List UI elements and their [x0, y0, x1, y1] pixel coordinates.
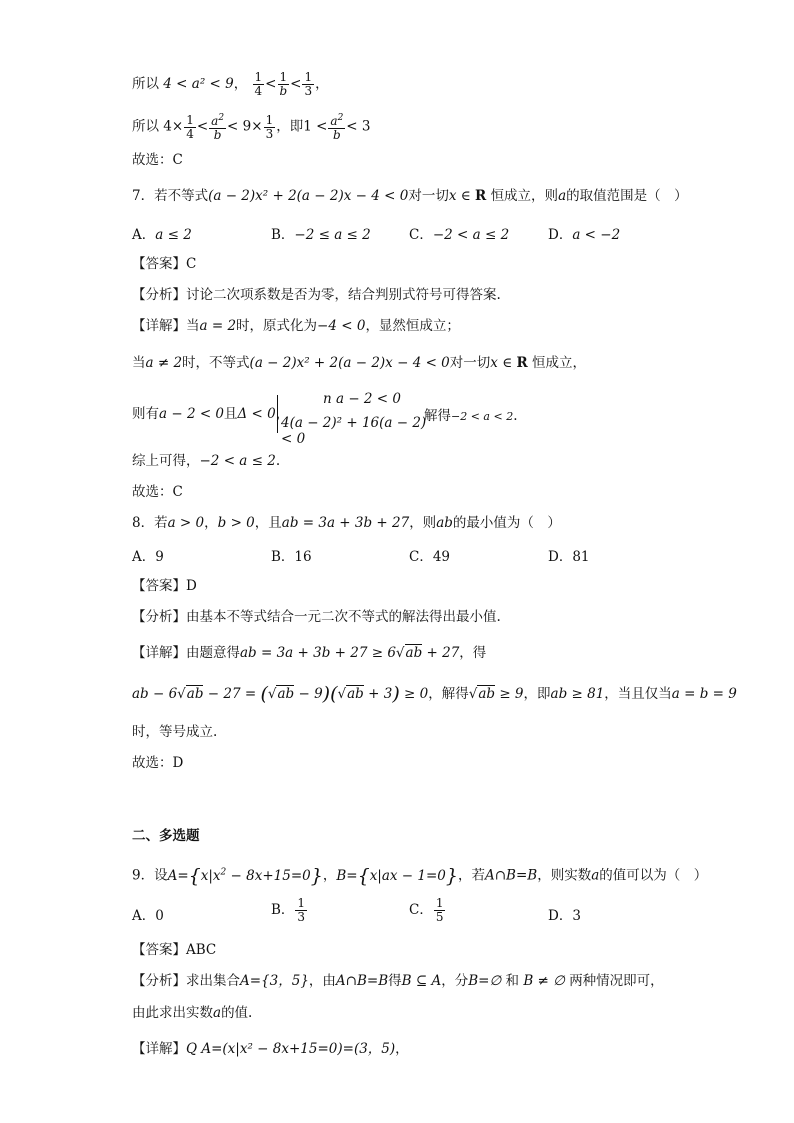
tag: 【答案】	[132, 942, 186, 958]
text: B．	[271, 902, 295, 918]
q8-option-a: A．9	[132, 549, 164, 565]
math: b > 0	[217, 515, 255, 531]
text: ，分	[441, 973, 469, 989]
math: Δ < 0	[237, 406, 276, 422]
tag: 【分析】	[132, 609, 186, 625]
math: a − 2 < 0	[159, 406, 225, 422]
text: 解得	[424, 408, 451, 424]
math: a < −2	[572, 227, 621, 243]
q7-detail-1	[132, 316, 460, 336]
math: B ⊆ A	[401, 973, 442, 989]
line-1: 所以 4 < a² < 9， $\frac{1}{4}$ < $\frac{1}{b}$ < $\frac{1}{3}$ ，	[132, 70, 329, 98]
math: a > 0	[167, 515, 205, 531]
text: 恒成立，	[532, 355, 587, 371]
q7-detail-3	[132, 404, 289, 424]
text: ，	[315, 76, 329, 92]
text: 和	[505, 973, 520, 989]
text: ，即	[276, 118, 304, 135]
q8-detail-2: ab − 6√ab − 27 = (√ab − 9)(√ab + 3) ≥ 0，解得√ab ≥ 9，即ab ≥ 81，当且仅当a = b = 9	[132, 683, 737, 705]
q7-option-c	[409, 223, 509, 243]
text: 两种情况即可，	[569, 973, 664, 989]
tag: 【分析】	[132, 287, 186, 303]
math: a = b = 9	[671, 686, 737, 702]
q7-detail-4	[132, 451, 280, 471]
text: C．	[409, 902, 433, 918]
q9-option-d: D．3	[548, 908, 581, 924]
text: C	[186, 256, 197, 272]
q7-analysis	[132, 285, 501, 305]
text: 所以	[132, 76, 159, 92]
q7-option-d	[548, 223, 620, 243]
q7-detail-3-solution	[424, 404, 518, 424]
q8-option-b: B．16	[271, 549, 312, 565]
text: 综上可得，	[132, 453, 200, 469]
q8-detail-1: 【详解】由题意得ab = 3a + 3b + 27 ≥ 6√ab + 27，得	[132, 645, 487, 661]
text: 8．若	[132, 515, 168, 531]
text: 由题意得	[186, 645, 240, 661]
fraction: $\frac{1}{3}$	[265, 112, 274, 141]
system-row-1: n a − 2 < 0	[323, 391, 402, 407]
q9-answer	[132, 940, 216, 960]
q9-detail-1	[132, 1039, 409, 1059]
fraction: $\frac{1}{3}$	[304, 70, 313, 98]
q8-answer	[132, 576, 197, 596]
text: 所以	[132, 118, 159, 135]
fraction: $\frac{1}{b}$	[279, 70, 288, 98]
text: C．	[409, 227, 433, 243]
text: 恒成立，则	[490, 188, 559, 204]
line-2: 所以 4× $\frac{1}{4}$ < $\frac{a^2}{b}$ < 9× $\frac{1}{3}$ ，即1 < $\frac{a^2}{b}$ < 3	[132, 112, 371, 142]
tag: 【答案】	[132, 578, 186, 594]
q7-answer	[132, 254, 196, 274]
math: a = 2	[199, 318, 237, 334]
q7-detail-2: 当a ≠ 2时，不等式(a − 2)x² + 2(a − 2)x − 4 < 0对一切x ∈ R 恒成立，	[132, 355, 587, 371]
math: a ≤ 2	[155, 227, 192, 243]
text: ，显然恒成立；	[365, 318, 460, 334]
q9-option-b: B． $\frac{1}{3}$	[271, 896, 306, 924]
text: 的值.	[221, 1005, 253, 1021]
fraction: $\frac{a^2}{b}$	[330, 113, 344, 142]
math: (a − 2)x² + 2(a − 2)x − 4 < 0	[249, 355, 450, 371]
math: Q A=(x|x² − 8x+15=0)=(3，5)	[186, 1041, 396, 1057]
text: ，即	[523, 686, 551, 702]
math: (a − 2)x² + 2(a − 2)x − 4 < 0	[208, 188, 409, 204]
q9-analysis-2: 由此求出实数a的值.	[132, 1005, 253, 1021]
text: 的值可以为（ ）	[599, 867, 708, 884]
text: .	[513, 408, 518, 424]
math: A∩B=B	[335, 973, 389, 989]
q9-stem: 9．设$A=\{x|x^2 - 8x+15=0\}$，B={x|ax − 1=0}，若A∩B=B，则实数a的值可以为（ ）	[132, 864, 708, 887]
text: 求出集合	[186, 973, 240, 989]
text: 当	[132, 355, 146, 371]
text: ，则实数	[537, 867, 592, 884]
text: ，	[395, 1041, 409, 1057]
text: 时，原式化为	[236, 318, 318, 334]
text: 对一切	[449, 355, 491, 371]
q8-option-c: C．49	[409, 549, 451, 565]
text: D	[186, 578, 197, 594]
q8-analysis	[132, 607, 501, 627]
math: ab ≥ 81	[550, 686, 605, 702]
text: 当	[186, 318, 200, 334]
math: a ≠ 2	[145, 355, 183, 371]
math: −4 < 0	[317, 318, 366, 334]
section-heading: 二、多选题	[132, 828, 200, 844]
q7-option-b	[271, 223, 371, 243]
text: 由此求出实数	[132, 1005, 213, 1021]
answer-line: 故选：D	[132, 755, 184, 771]
math: −2 < a < 2	[451, 410, 514, 423]
fraction: $\frac{1}{4}$	[254, 70, 263, 98]
q9-option-c: C． $\frac{1}{5}$	[409, 896, 444, 924]
text: ，得	[459, 645, 487, 661]
text: ，则	[409, 515, 437, 531]
text: ABC	[186, 942, 217, 958]
math: ab	[436, 515, 453, 531]
text: ，解得	[428, 686, 469, 702]
system-row-2: 4(a − 2)² + 16(a − 2) < 0	[281, 415, 427, 447]
tag: 【详解】	[132, 645, 186, 661]
math: −2 ≤ a ≤ 2	[294, 227, 371, 243]
text: ，	[233, 76, 248, 92]
text: 对一切	[408, 188, 449, 204]
text: 的最小值为（ ）	[452, 515, 561, 531]
text: ，若	[458, 867, 485, 884]
tag: 【详解】	[132, 318, 186, 334]
math: ab = 3a + 3b + 27	[281, 515, 410, 531]
tag: 【详解】	[132, 1041, 186, 1057]
math: A={3，5}	[240, 973, 309, 989]
text: ，	[275, 406, 290, 422]
math: A∩B=B	[485, 867, 538, 884]
text: D．	[548, 227, 573, 243]
text: 由基本不等式结合一元二次不等式的解法得出最小值.	[186, 609, 501, 625]
equation-system	[277, 391, 427, 447]
tag: 【答案】	[132, 256, 186, 272]
math: B ≠ ∅	[523, 973, 565, 989]
text: 得	[388, 973, 402, 989]
q7-option-a	[132, 223, 192, 243]
q9-analysis-1	[132, 971, 664, 991]
fraction: $\frac{1}{4}$	[186, 112, 194, 141]
text: 且	[224, 406, 238, 422]
text: ，由	[308, 973, 336, 989]
text: 则有	[132, 406, 159, 422]
text: 9．设	[132, 867, 168, 884]
tag: 【分析】	[132, 973, 186, 989]
q9-option-a: A．0	[132, 908, 164, 924]
math: −2 < a ≤ 2	[432, 227, 510, 243]
text: 的取值范围是（ ）	[566, 188, 688, 204]
text: 7．若不等式	[132, 188, 209, 204]
math: B=∅	[468, 973, 502, 989]
text: ，且	[254, 515, 282, 531]
q8-detail-3: 时，等号成立.	[132, 724, 218, 740]
text: .	[275, 453, 281, 469]
text: A．	[132, 227, 156, 243]
text: ，当且仅当	[604, 686, 672, 702]
fraction: $\frac{a^2}{b}$	[211, 113, 225, 142]
q7-stem: 7．若不等式(a − 2)x² + 2(a − 2)x − 4 < 0对一切x ∈ R 恒成立，则a的取值范围是（ ）	[132, 188, 688, 204]
answer-line: 故选：C	[132, 152, 183, 168]
q8-option-d: D．81	[548, 549, 590, 565]
text: B．	[271, 227, 295, 243]
math: 4 < a² < 9	[163, 76, 234, 92]
text: 讨论二次项系数是否为零，结合判别式符号可得答案.	[186, 287, 501, 303]
q8-stem: 8．若a > 0，b > 0，且ab = 3a + 3b + 27，则ab的最小值为（ ）	[132, 515, 561, 531]
text: 时，不等式	[182, 355, 250, 371]
math: −2 < a ≤ 2	[199, 453, 276, 469]
answer-line: 故选：C	[132, 484, 183, 500]
